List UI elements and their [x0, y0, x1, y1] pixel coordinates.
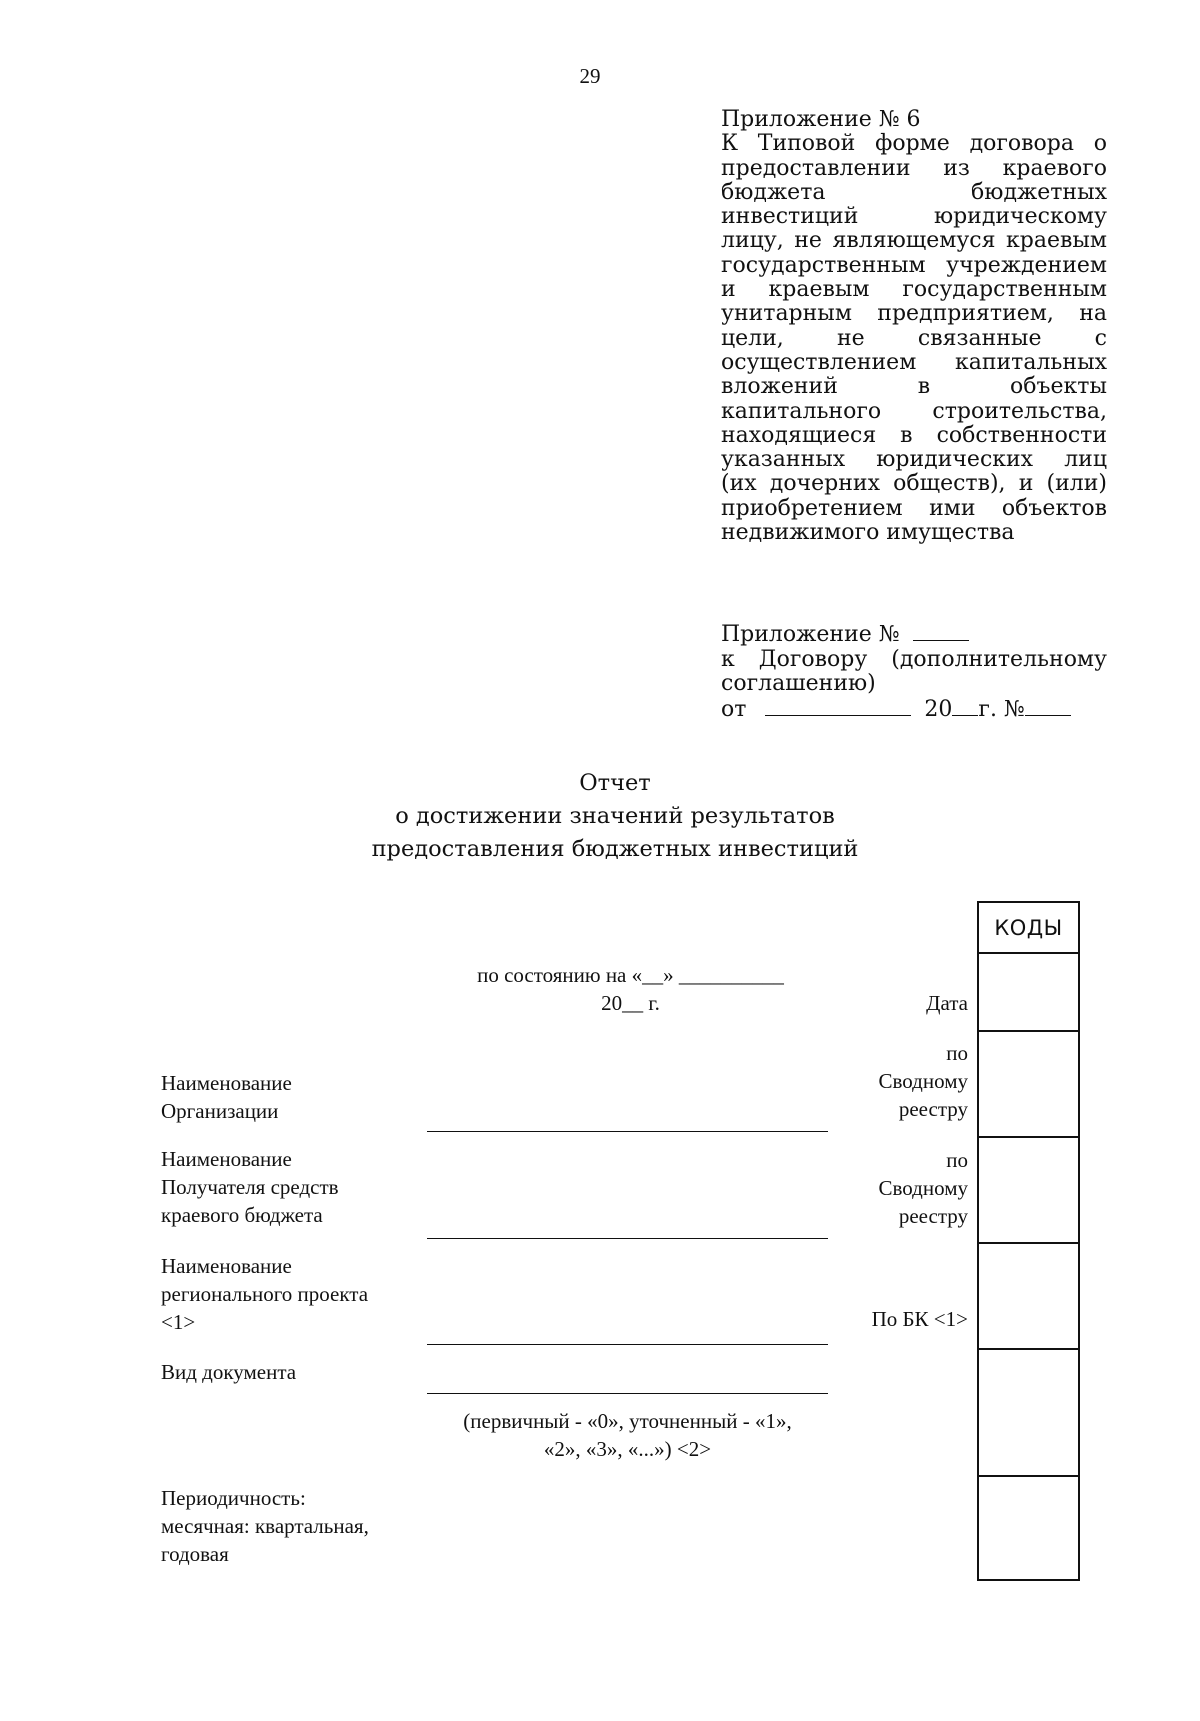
- code-cell-bk[interactable]: [979, 1244, 1078, 1350]
- contract-annex: [721, 622, 1107, 722]
- registry-label-org: по Сводному реестру: [878, 1041, 968, 1121]
- annex-line: инвестиций юридическому: [721, 204, 1107, 230]
- annex-line: (их дочерних обществ), и (или): [721, 471, 1107, 497]
- contract-annex-line3: соглашению): [721, 671, 876, 696]
- org-name-label: Наименование Организации: [161, 1071, 292, 1123]
- annex-line: К Типовой форме договора о: [721, 131, 1107, 157]
- project-name-field[interactable]: [427, 1344, 828, 1345]
- code-cell-registry-org[interactable]: [979, 1032, 1078, 1138]
- annex-line: и краевым государственным: [721, 277, 1107, 303]
- report-title-line1: Отчет: [579, 770, 651, 796]
- date-blank: [765, 697, 911, 716]
- report-title: [300, 767, 930, 866]
- annex-line: указанных юридических лиц: [721, 447, 1107, 473]
- bk-label: По БК <1>: [871, 1307, 968, 1331]
- annex-line: лицу, не являющемуся краевым: [721, 228, 1107, 254]
- annex-number-blank: [913, 622, 969, 641]
- code-cell-registry-recipient[interactable]: [979, 1138, 1078, 1244]
- page-number: 29: [579, 64, 601, 88]
- project-name-label: Наименование регионального проекта <1>: [161, 1254, 369, 1334]
- annex-line: капитального строительства,: [721, 398, 1107, 424]
- annex-line: бюджета бюджетных: [721, 179, 1107, 205]
- report-title-line3: предоставления бюджетных инвестиций: [371, 836, 859, 862]
- code-cell-periodicity[interactable]: [979, 1477, 1078, 1579]
- as-of-date: по состоянию на «__» __________ 20__ г.: [477, 963, 784, 1015]
- contract-annex-line4: от 20 г. №: [721, 697, 1107, 723]
- code-cell-doc-type[interactable]: [979, 1350, 1078, 1477]
- annex-header: [721, 108, 1107, 545]
- annex-line: унитарным предприятием, на: [721, 301, 1107, 327]
- recipient-name-field[interactable]: [427, 1238, 828, 1239]
- recipient-name-label: Наименование Получателя средств краевого бюджета: [161, 1147, 339, 1227]
- annex-line: находящиеся в собственности: [721, 422, 1107, 448]
- contract-annex-line2: к Договору (дополнительному: [721, 646, 1107, 672]
- codes-header: КОДЫ: [979, 903, 1078, 954]
- annex-line: государственным учреждением: [721, 252, 1107, 278]
- annex-line: вложений в объекты: [721, 374, 1107, 400]
- doc-type-field[interactable]: [427, 1393, 828, 1394]
- contract-number-blank: [1025, 697, 1071, 716]
- doc-type-label: Вид документа: [161, 1360, 297, 1384]
- annex-line: предоставлении из краевого: [721, 155, 1107, 181]
- contract-annex-line1: Приложение №: [721, 622, 1107, 648]
- code-cell-date[interactable]: [979, 954, 1078, 1032]
- annex-line: цели, не связанные с: [721, 325, 1107, 351]
- year-blank: [952, 697, 978, 716]
- annex-line: осуществлением капитальных: [721, 349, 1107, 375]
- report-title-line2: о достижении значений результатов: [395, 803, 835, 829]
- date-label: Дата: [926, 991, 968, 1015]
- annex-line: приобретением ими объектов: [721, 495, 1107, 521]
- codes-table: [977, 901, 1080, 1581]
- registry-label-recipient: по Сводному реестру: [878, 1148, 968, 1228]
- org-name-field[interactable]: [427, 1131, 828, 1132]
- periodicity-label: Периодичность: месячная: квартальная, годовая: [161, 1486, 369, 1566]
- annex-line: недвижимого имущества: [721, 520, 1015, 546]
- doc-type-hint: (первичный - «0», уточненный - «1», «2», «3», «...») <2>: [463, 1409, 792, 1461]
- annex-line: Приложение № 6: [721, 107, 921, 132]
